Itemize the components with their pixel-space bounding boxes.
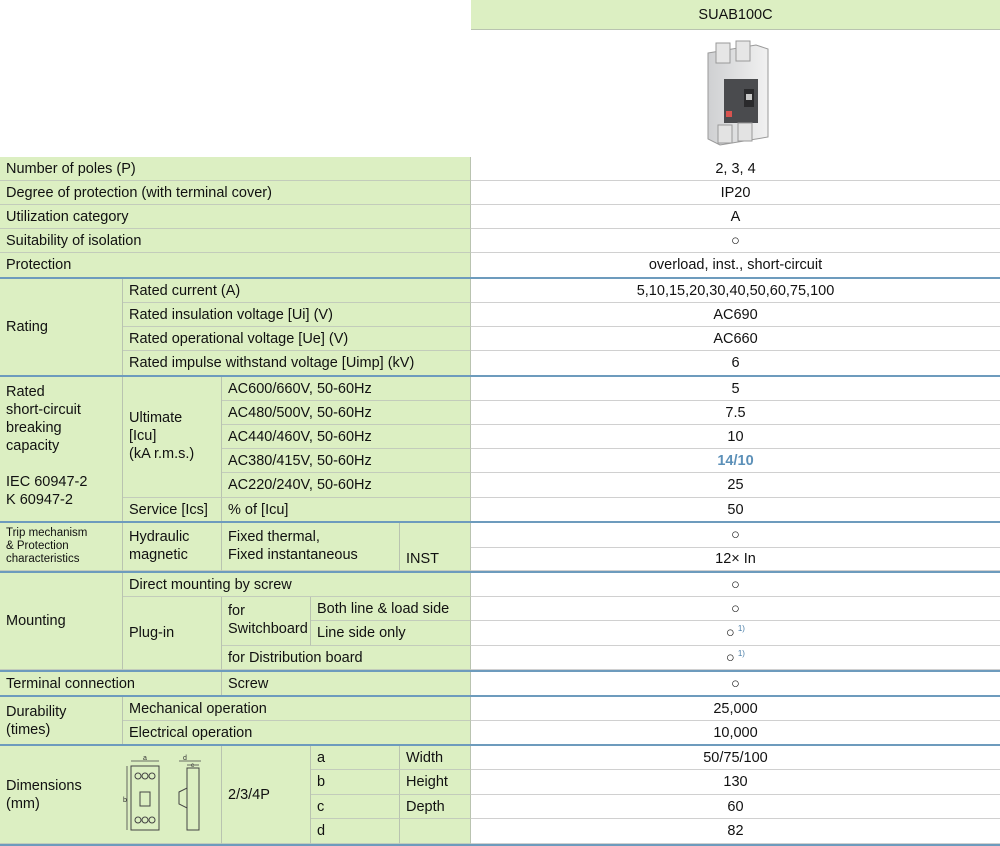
footnote-marker: 1) <box>737 624 745 633</box>
isolation-value: ○ <box>471 229 1000 253</box>
model-header: SUAB100C <box>471 0 1000 30</box>
rated-current-label: Rated current (A) <box>123 279 471 303</box>
protection-degree-label: Degree of protection (with terminal cover) <box>0 181 471 205</box>
protection-value: overload, inst., short-circuit <box>471 253 1000 278</box>
impulse-voltage-value: 6 <box>471 351 1000 376</box>
line-side-label: Line side only <box>311 621 471 646</box>
protection-label: Protection <box>0 253 471 278</box>
trip-fixed-label: Fixed thermal, Fixed instantaneous <box>222 523 400 571</box>
breaking-line-label: AC440/460V, 50-60Hz <box>222 425 471 449</box>
dimension-key: c <box>311 795 400 819</box>
electrical-operation-label: Electrical operation <box>123 721 471 745</box>
switchboard-label: for Switchboard <box>222 597 311 646</box>
dimension-value: 130 <box>471 770 1000 795</box>
breaking-line-label: AC220/240V, 50-60Hz <box>222 473 471 498</box>
dimension-name <box>400 819 471 844</box>
breaking-line-value: 25 <box>471 473 1000 498</box>
line-side-value-cell <box>471 621 1000 646</box>
inst-label: INST <box>400 548 471 571</box>
dim-label-d: d <box>183 755 187 762</box>
breaking-line-value: 10 <box>471 425 1000 449</box>
distribution-board-label: for Distribution board <box>222 646 471 670</box>
dimension-name: Width <box>400 746 471 770</box>
breaking-line-label: AC600/660V, 50-60Hz <box>222 377 471 401</box>
ultimate-icu-label: Ultimate [Icu] (kA r.m.s.) <box>123 377 222 498</box>
insulation-voltage-value: AC690 <box>471 303 1000 327</box>
dimension-value: 60 <box>471 795 1000 819</box>
distribution-board-value: ○ <box>726 649 735 666</box>
breaking-line-value: 5 <box>471 377 1000 401</box>
line-side-value: ○ <box>726 625 735 641</box>
operational-voltage-label: Rated operational voltage [Ue] (V) <box>123 327 471 351</box>
trip-fixed-value: ○ <box>471 523 1000 548</box>
dimension-diagram-icon <box>125 756 225 836</box>
breaking-line-value: 7.5 <box>471 401 1000 425</box>
poles-value: 2, 3, 4 <box>471 157 1000 181</box>
trip-group-label: Trip mechanism & Protection characteristics <box>0 523 123 571</box>
electrical-operation-value: 10,000 <box>471 721 1000 745</box>
mounting-group-label: Mounting <box>0 573 123 670</box>
both-side-value: ○ <box>471 597 1000 621</box>
protection-degree-value: IP20 <box>471 181 1000 205</box>
rated-current-value: 5,10,15,20,30,40,50,60,75,100 <box>471 279 1000 303</box>
impulse-voltage-label: Rated impulse withstand voltage [Uimp] (kV) <box>123 351 471 376</box>
distribution-board-value-cell <box>471 646 1000 670</box>
service-ics-label: Service [Ics] <box>123 498 222 522</box>
dim-label-c: c <box>191 763 194 769</box>
terminal-screw-label: Screw <box>222 672 471 696</box>
utilization-value: A <box>471 205 1000 229</box>
dimension-key: b <box>311 770 400 795</box>
dimension-name: Height <box>400 770 471 795</box>
breaking-line-label: AC480/500V, 50-60Hz <box>222 401 471 425</box>
trip-type-label: Hydraulic magnetic <box>123 523 222 571</box>
service-ics-sub-label: % of [Icu] <box>222 498 471 522</box>
trip-fixed-spacer <box>400 523 471 548</box>
breaking-line-label: AC380/415V, 50-60Hz <box>222 449 471 473</box>
service-ics-value: 50 <box>471 498 1000 522</box>
terminal-connection-value: ○ <box>471 672 1000 696</box>
footnote-marker: 1) <box>737 648 745 658</box>
mechanical-operation-label: Mechanical operation <box>123 697 471 721</box>
product-image-cell <box>471 30 1000 157</box>
dimension-value: 82 <box>471 819 1000 844</box>
direct-mounting-label: Direct mounting by screw <box>123 573 471 597</box>
terminal-connection-label: Terminal connection <box>0 672 222 696</box>
inst-value: 12× In <box>471 548 1000 571</box>
insulation-voltage-label: Rated insulation voltage [Ui] (V) <box>123 303 471 327</box>
dimension-key: d <box>311 819 400 844</box>
utilization-label: Utilization category <box>0 205 471 229</box>
dimension-key: a <box>311 746 400 770</box>
dim-label-b: b <box>123 797 127 804</box>
dimension-value: 50/75/100 <box>471 746 1000 770</box>
dimensions-group-cell <box>0 746 222 844</box>
durability-group-label: Durability (times) <box>0 697 123 745</box>
breaking-line-value-highlight: 14/10 <box>471 449 1000 473</box>
both-side-label: Both line & load side <box>311 597 471 621</box>
dimensions-poles-label: 2/3/4P <box>222 746 311 844</box>
breaker-image <box>696 39 776 149</box>
operational-voltage-value: AC660 <box>471 327 1000 351</box>
rating-group-label: Rating <box>0 279 123 376</box>
dim-label-a: a <box>143 755 147 762</box>
poles-label: Number of poles (P) <box>0 157 471 181</box>
direct-mounting-value: ○ <box>471 573 1000 597</box>
dimension-name: Depth <box>400 795 471 819</box>
breaking-capacity-group-label: Rated short-circuit breaking capacity IEC 60947-2 K 60947-2 <box>0 377 123 522</box>
mechanical-operation-value: 25,000 <box>471 697 1000 721</box>
dimensions-group-label: Dimensions (mm) <box>6 777 82 812</box>
plug-in-label: Plug-in <box>123 597 222 670</box>
isolation-label: Suitability of isolation <box>0 229 471 253</box>
